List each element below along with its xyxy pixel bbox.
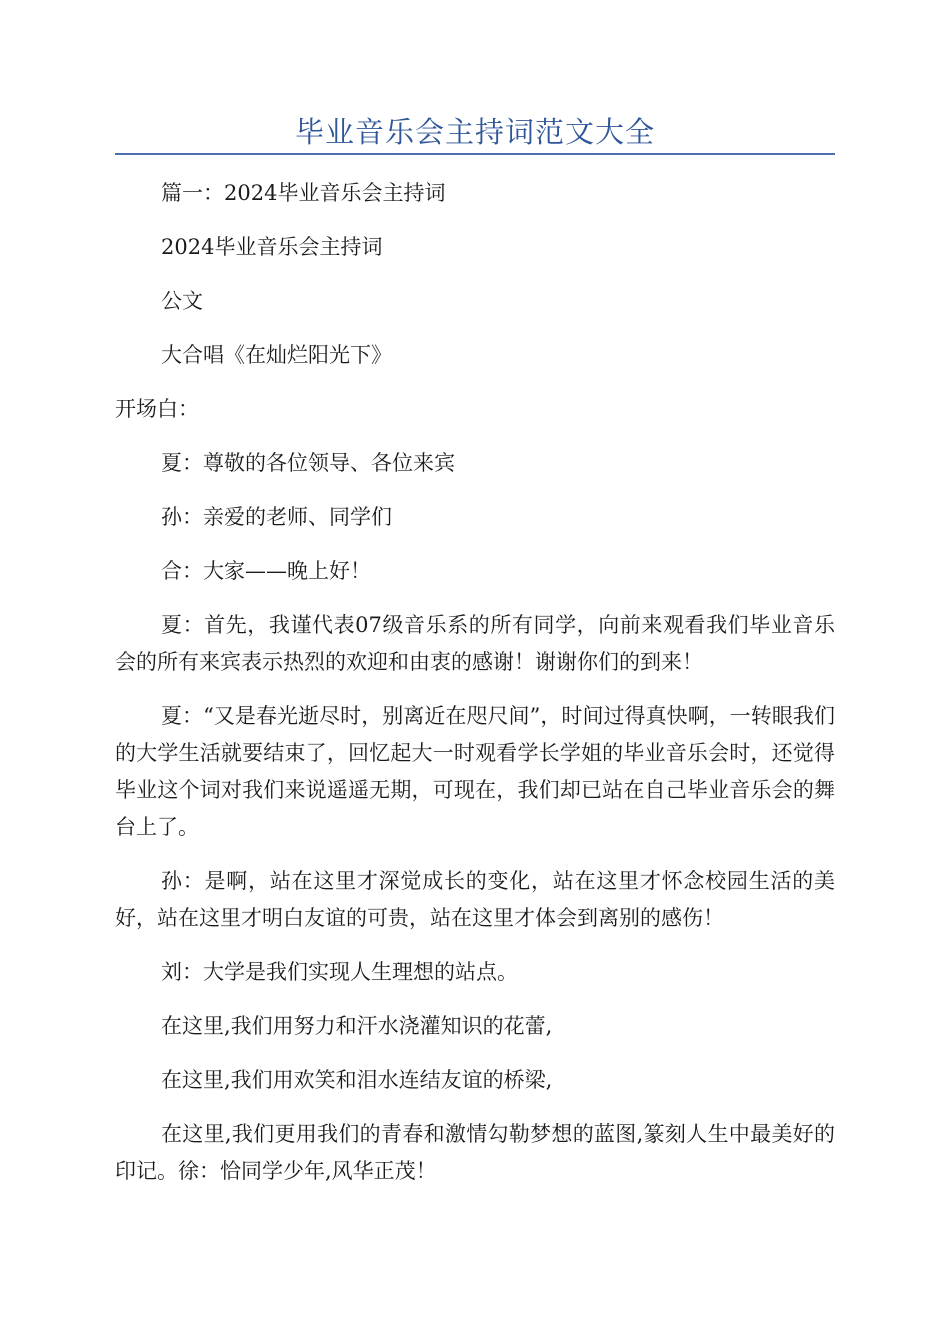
paragraph: 大合唱《在灿烂阳光下》: [161, 343, 392, 367]
paragraph: 公文: [161, 289, 203, 313]
document-body: [115, 175, 835, 1207]
paragraph: 孙：亲爱的老师、同学们: [161, 505, 392, 529]
paragraph: 刘：大学是我们实现人生理想的站点。: [161, 960, 518, 984]
paragraph: 在这里,我们用努力和汗水浇灌知识的花蕾,: [161, 1014, 553, 1038]
document-title: 毕业音乐会主持词范文大全: [294, 115, 655, 149]
paragraph: 夏：“又是春光逝尽时，别离近在咫尺间”，时间过得真快啊，一转眼我们的大学生活就要结束了，回忆起大一时观看学长学姐的毕业音乐会时，还觉得毕业这个词对我们来说遥遥无期，可现在，我们却已站在自己毕业音乐会的舞台上了。: [115, 704, 835, 839]
paragraph: 合：大家——晚上好！: [161, 559, 371, 583]
paragraph: 2024毕业音乐会主持词: [161, 235, 383, 259]
paragraph: 在这里,我们用欢笑和泪水连结友谊的桥梁,: [161, 1068, 553, 1092]
paragraph: 开场白：: [115, 397, 199, 421]
paragraph: 夏：尊敬的各位领导、各位来宾: [161, 451, 455, 475]
title-underline: [115, 153, 835, 155]
paragraph: 孙：是啊，站在这里才深觉成长的变化，站在这里才怀念校园生活的美好，站在这里才明白友谊的可贵，站在这里才体会到离别的感伤！: [115, 869, 835, 930]
paragraph: 夏：首先，我谨代表07级音乐系的所有同学，向前来观看我们毕业音乐会的所有来宾表示热烈的欢迎和由衷的感谢！谢谢你们的到来！: [115, 613, 835, 674]
paragraph: 篇一：2024毕业音乐会主持词: [161, 181, 446, 205]
paragraph: 在这里,我们更用我们的青春和激情勾勒梦想的蓝图,篆刻人生中最美好的印记。徐：恰同学少年,风华正茂！: [115, 1122, 835, 1183]
